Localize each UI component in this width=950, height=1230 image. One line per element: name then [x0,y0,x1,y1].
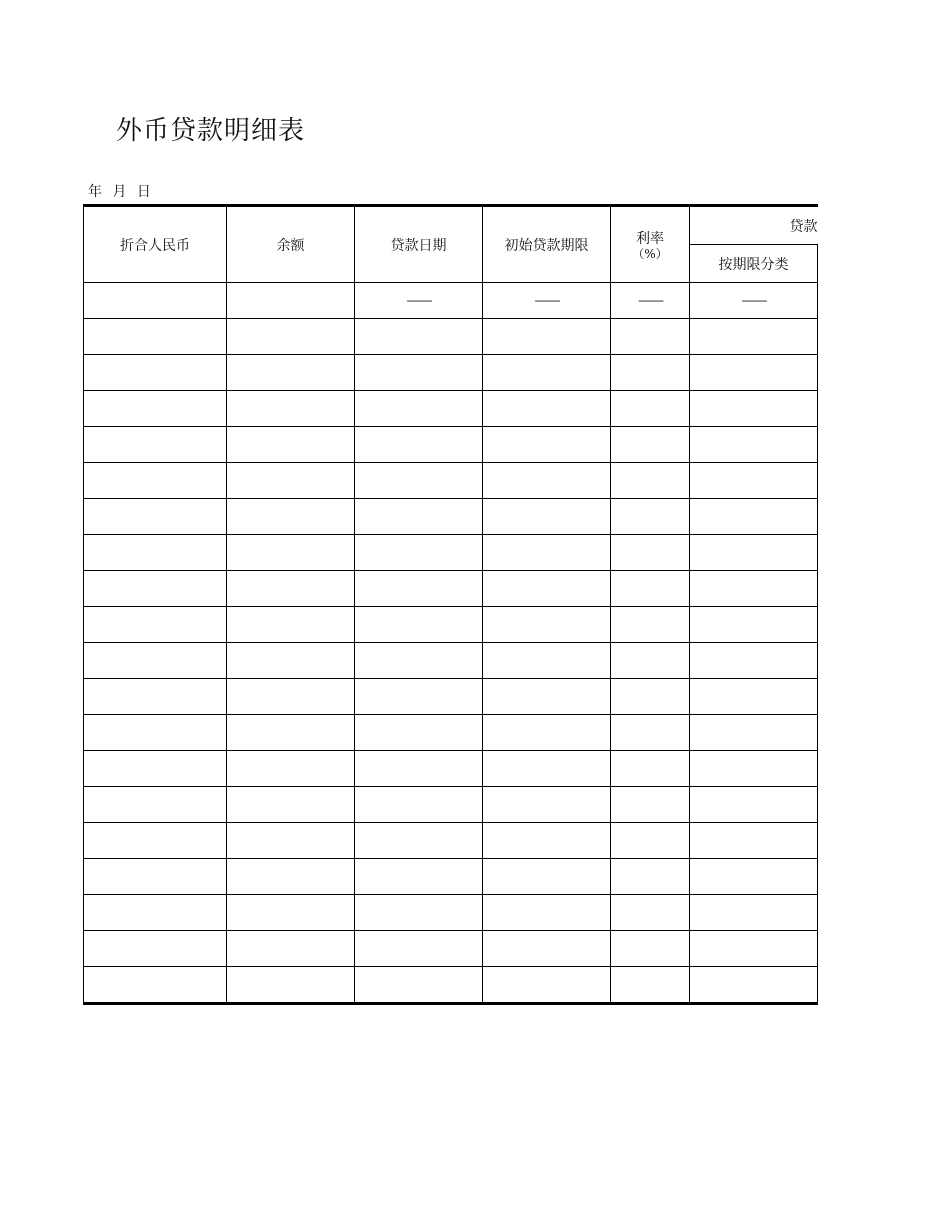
table-cell[interactable] [227,391,355,427]
table-cell[interactable]: —— [690,283,818,319]
table-row [84,463,818,499]
table-cell[interactable] [84,391,227,427]
table-cell[interactable] [84,283,227,319]
table-cell[interactable] [355,499,483,535]
table-cell[interactable] [84,751,227,787]
table-cell[interactable] [355,895,483,931]
table-cell[interactable] [483,463,611,499]
table-cell[interactable] [690,355,818,391]
table-cell[interactable] [84,643,227,679]
table-cell[interactable] [611,823,690,859]
table-cell[interactable] [611,571,690,607]
table-cell[interactable] [611,391,690,427]
table-row [84,859,818,895]
page-title: 外币贷款明细表 [116,116,306,146]
table-cell[interactable] [690,643,818,679]
table-cell[interactable] [611,643,690,679]
table-cell[interactable] [690,967,818,1004]
table-cell[interactable] [483,751,611,787]
table-cell[interactable] [355,931,483,967]
table-cell[interactable] [84,967,227,1004]
table-cell[interactable] [355,607,483,643]
table-cell[interactable] [84,823,227,859]
table-row [84,823,818,859]
table-cell[interactable] [483,643,611,679]
table-cell[interactable] [690,319,818,355]
table-cell[interactable] [227,823,355,859]
table-row [84,283,818,319]
table-cell[interactable] [690,427,818,463]
table-cell[interactable] [355,859,483,895]
table-cell[interactable] [483,787,611,823]
table-cell[interactable] [483,715,611,751]
table-cell[interactable] [84,319,227,355]
table-cell[interactable] [355,715,483,751]
table-cell[interactable] [227,283,355,319]
table-cell[interactable] [690,571,818,607]
table-cell[interactable] [483,859,611,895]
table-cell[interactable] [690,931,818,967]
table-cell[interactable] [483,967,611,1004]
table-cell[interactable] [483,607,611,643]
table-cell[interactable] [483,355,611,391]
table-row [84,787,818,823]
table-cell[interactable]: —— [483,283,611,319]
table-cell[interactable] [227,787,355,823]
table-cell[interactable] [355,571,483,607]
table-cell[interactable] [227,751,355,787]
table-cell[interactable] [690,391,818,427]
table-cell[interactable] [611,499,690,535]
table-cell[interactable] [355,823,483,859]
table-cell[interactable] [611,931,690,967]
header-rate-unit: （%） [632,246,668,261]
table-cell[interactable] [355,751,483,787]
table-cell[interactable] [227,319,355,355]
table-cell[interactable] [84,499,227,535]
table-row [84,427,818,463]
header-by-term: 按期限分类 [690,245,818,283]
table-cell[interactable] [84,895,227,931]
table-cell[interactable] [355,787,483,823]
table-row [84,319,818,355]
table-cell[interactable] [355,427,483,463]
table-cell[interactable] [227,967,355,1004]
table-cell[interactable] [611,967,690,1004]
table-row [84,679,818,715]
table-cell[interactable] [227,607,355,643]
table-cell[interactable] [84,427,227,463]
table-row [84,967,818,1004]
table-row [84,499,818,535]
table-cell[interactable] [483,535,611,571]
table-cell[interactable] [483,571,611,607]
table-cell[interactable] [355,679,483,715]
table-row [84,535,818,571]
table-cell[interactable] [227,931,355,967]
header-balance: 余额 [227,206,355,283]
table-cell[interactable] [483,391,611,427]
header-rmb: 折合人民币 [84,206,227,283]
table-cell[interactable] [84,571,227,607]
header-rate-label: 利率 [636,230,664,247]
table-cell[interactable] [84,931,227,967]
table-cell[interactable] [84,607,227,643]
header-row-1 [84,206,818,245]
table-cell[interactable] [227,427,355,463]
table-cell[interactable] [227,895,355,931]
table-cell[interactable] [690,895,818,931]
table-cell[interactable] [84,715,227,751]
table-cell[interactable] [227,463,355,499]
table-cell[interactable] [227,715,355,751]
table-cell[interactable] [611,679,690,715]
table-cell[interactable]: —— [611,283,690,319]
table-cell[interactable] [611,427,690,463]
table-cell[interactable] [227,859,355,895]
table-cell[interactable] [690,499,818,535]
table-cell[interactable] [690,463,818,499]
header-loan-date: 贷款日期 [355,206,483,283]
table-cell[interactable] [611,751,690,787]
table-cell[interactable] [611,787,690,823]
table-cell[interactable] [611,859,690,895]
table-cell[interactable] [690,787,818,823]
table-cell[interactable]: —— [355,283,483,319]
header-loan-group: 贷款 [690,206,818,245]
table-cell[interactable] [611,463,690,499]
table-cell[interactable] [355,391,483,427]
table-cell[interactable] [690,679,818,715]
table-cell[interactable] [84,787,227,823]
table-cell[interactable] [227,355,355,391]
table-cell[interactable] [611,895,690,931]
table-row [84,391,818,427]
table-cell[interactable] [483,931,611,967]
table-cell[interactable] [690,823,818,859]
table-cell[interactable] [84,859,227,895]
date-line: 年 月 日 [88,184,151,200]
table-cell[interactable] [483,679,611,715]
table-cell[interactable] [690,859,818,895]
table-row [84,571,818,607]
table-cell[interactable] [483,499,611,535]
table-cell[interactable] [355,967,483,1004]
table-cell[interactable] [355,355,483,391]
table-cell[interactable] [227,643,355,679]
table-cell[interactable] [611,715,690,751]
table-row [84,931,818,967]
table-cell[interactable] [611,607,690,643]
table-cell[interactable] [227,535,355,571]
table-cell[interactable] [227,499,355,535]
table-row [84,895,818,931]
table-cell[interactable] [690,715,818,751]
table-cell[interactable] [227,571,355,607]
table-cell[interactable] [611,319,690,355]
table-cell[interactable] [483,895,611,931]
table-cell[interactable] [84,535,227,571]
table-cell[interactable] [483,319,611,355]
table-cell[interactable] [84,679,227,715]
table-cell[interactable] [84,463,227,499]
table-row [84,643,818,679]
loan-detail-table [83,204,818,1005]
table-cell[interactable] [611,355,690,391]
table-cell[interactable] [84,355,227,391]
table-row [84,607,818,643]
table-cell[interactable] [483,427,611,463]
table-row [84,355,818,391]
table-cell[interactable] [355,535,483,571]
header-initial-term: 初始贷款期限 [483,206,611,283]
table-row [84,715,818,751]
table-cell[interactable] [611,535,690,571]
header-rate [611,206,690,283]
table-cell[interactable] [690,535,818,571]
table-cell[interactable] [355,643,483,679]
table-cell[interactable] [483,823,611,859]
table-cell[interactable] [227,679,355,715]
table-row [84,751,818,787]
table-cell[interactable] [690,751,818,787]
table-cell[interactable] [355,319,483,355]
table-cell[interactable] [355,463,483,499]
table-cell[interactable] [690,607,818,643]
